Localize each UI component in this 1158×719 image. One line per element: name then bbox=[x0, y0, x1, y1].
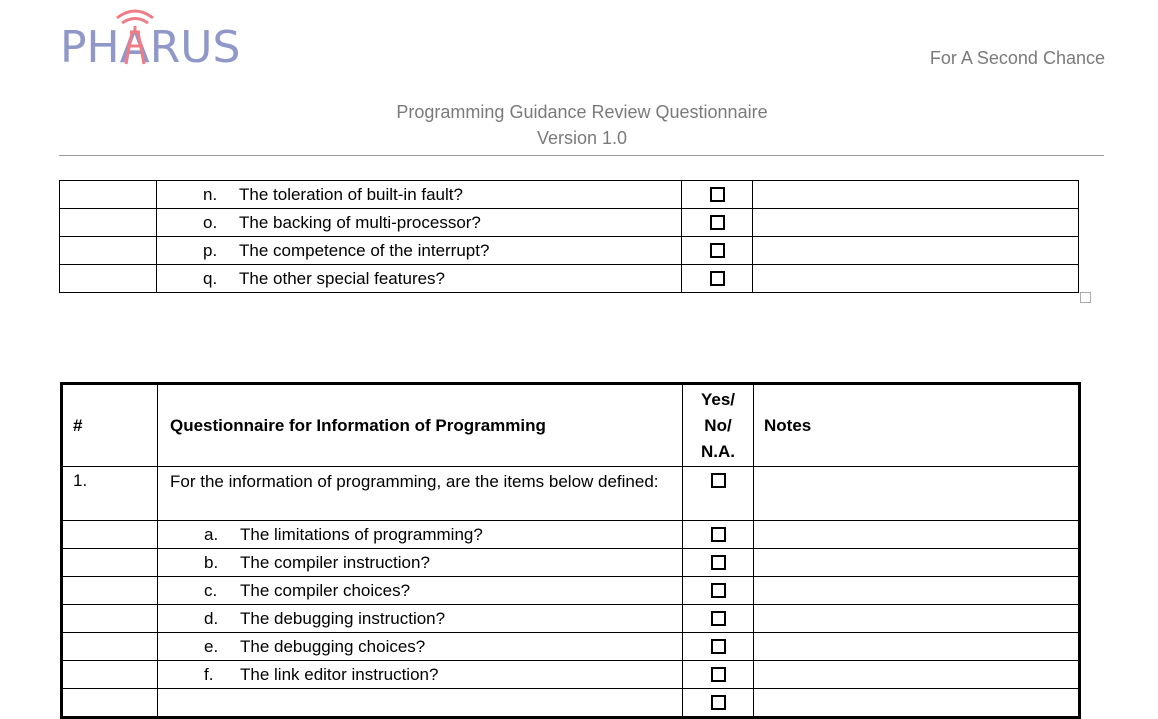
item-letter: n. bbox=[203, 184, 218, 204]
table-row bbox=[60, 237, 1079, 265]
checkbox[interactable] bbox=[711, 667, 726, 682]
row-question bbox=[158, 605, 683, 633]
table-row bbox=[62, 549, 1080, 577]
tagline: For A Second Chance bbox=[929, 48, 1105, 68]
checkbox[interactable] bbox=[710, 187, 725, 202]
table-row bbox=[60, 181, 1079, 209]
notes-cell[interactable] bbox=[753, 209, 1079, 237]
item-text: The link editor instruction? bbox=[240, 664, 439, 684]
checkbox-cell bbox=[682, 181, 753, 209]
item-text: The compiler choices? bbox=[240, 580, 411, 600]
checkbox-cell bbox=[683, 661, 754, 689]
notes-cell[interactable] bbox=[753, 237, 1079, 265]
header-divider bbox=[59, 155, 1104, 156]
table-row bbox=[60, 209, 1079, 237]
checkbox[interactable] bbox=[710, 243, 725, 258]
item-letter: p. bbox=[203, 240, 218, 260]
item-text: The backing of multi-processor? bbox=[239, 212, 481, 232]
lighthouse-icon bbox=[60, 6, 250, 72]
checkbox-cell bbox=[682, 209, 753, 237]
notes-cell[interactable] bbox=[754, 633, 1080, 661]
row-question bbox=[158, 521, 683, 549]
checkbox-cell bbox=[683, 467, 754, 521]
row-number bbox=[60, 209, 157, 237]
notes-cell[interactable] bbox=[754, 467, 1080, 521]
row-question: For the information of programming, are the items below defined: bbox=[158, 467, 683, 521]
notes-cell[interactable] bbox=[754, 577, 1080, 605]
row-number bbox=[62, 577, 158, 605]
header-question: Questionnaire for Information of Programming bbox=[158, 384, 683, 467]
checkbox-cell bbox=[683, 577, 754, 605]
programming-questionnaire-table bbox=[60, 382, 1081, 719]
item-letter: c. bbox=[204, 580, 218, 600]
notes-cell[interactable] bbox=[754, 661, 1080, 689]
notes-cell[interactable] bbox=[754, 549, 1080, 577]
table-row bbox=[62, 633, 1080, 661]
item-text: The compiler instruction? bbox=[240, 552, 430, 572]
item-letter: b. bbox=[204, 552, 219, 572]
item-letter: d. bbox=[204, 608, 219, 628]
item-letter: e. bbox=[204, 636, 219, 656]
item-letter: f. bbox=[204, 664, 214, 684]
item-text: The limitations of programming? bbox=[240, 524, 483, 544]
item-text: The toleration of built-in fault? bbox=[239, 184, 463, 204]
row-number bbox=[62, 521, 158, 549]
header-row bbox=[62, 384, 1080, 467]
table-row bbox=[60, 265, 1079, 293]
row-number bbox=[62, 549, 158, 577]
table-row bbox=[62, 467, 1080, 521]
header-no: No/ bbox=[704, 415, 732, 435]
row-question bbox=[158, 661, 683, 689]
pharus-logo bbox=[60, 6, 250, 72]
checkbox-cell bbox=[682, 265, 753, 293]
checkbox-cell bbox=[683, 549, 754, 577]
notes-cell[interactable] bbox=[754, 605, 1080, 633]
row-number bbox=[60, 237, 157, 265]
table-row bbox=[62, 605, 1080, 633]
row-number bbox=[60, 265, 157, 293]
item-letter: q. bbox=[203, 268, 218, 288]
checkbox[interactable] bbox=[710, 271, 725, 286]
checkbox[interactable] bbox=[711, 555, 726, 570]
header-na: N.A. bbox=[701, 441, 735, 461]
document-version: Version 1.0 bbox=[536, 128, 628, 148]
row-question bbox=[158, 633, 683, 661]
notes-cell[interactable] bbox=[753, 181, 1079, 209]
row-question bbox=[157, 209, 682, 237]
table-row bbox=[62, 577, 1080, 605]
questionnaire-table-continued bbox=[59, 180, 1079, 293]
row-number: 1. bbox=[62, 467, 158, 521]
header-number: # bbox=[62, 384, 158, 467]
checkbox-cell bbox=[682, 237, 753, 265]
item-text: The debugging choices? bbox=[240, 636, 426, 656]
header-notes: Notes bbox=[754, 384, 1080, 467]
row-number bbox=[60, 181, 157, 209]
checkbox[interactable] bbox=[711, 473, 726, 488]
checkbox[interactable] bbox=[711, 639, 726, 654]
row-question bbox=[158, 549, 683, 577]
checkbox[interactable] bbox=[710, 215, 725, 230]
row-question bbox=[158, 577, 683, 605]
checkbox-cell bbox=[683, 633, 754, 661]
notes-cell[interactable] bbox=[754, 521, 1080, 549]
item-letter: a. bbox=[204, 524, 219, 544]
logo-text: PHARUS bbox=[60, 22, 241, 73]
checkbox[interactable] bbox=[711, 695, 726, 710]
checkbox[interactable] bbox=[711, 527, 726, 542]
row-number bbox=[62, 633, 158, 661]
header-yes-no-na bbox=[683, 384, 754, 467]
checkbox-cell bbox=[683, 521, 754, 549]
item-text: The debugging instruction? bbox=[240, 608, 446, 628]
checkbox[interactable] bbox=[711, 583, 726, 598]
row-question bbox=[157, 181, 682, 209]
notes-cell[interactable] bbox=[753, 265, 1079, 293]
checkbox-cell bbox=[683, 605, 754, 633]
item-text: The competence of the interrupt? bbox=[239, 240, 490, 260]
document-title: Programming Guidance Review Questionnaire bbox=[396, 102, 768, 122]
row-number bbox=[62, 605, 158, 633]
row-question bbox=[157, 265, 682, 293]
table-resize-handle[interactable] bbox=[1080, 292, 1091, 303]
row-number bbox=[62, 661, 158, 689]
checkbox[interactable] bbox=[711, 611, 726, 626]
header-yes: Yes/ bbox=[700, 389, 736, 409]
item-letter: o. bbox=[203, 212, 218, 232]
item-text: The other special features? bbox=[239, 268, 446, 288]
table-row bbox=[62, 661, 1080, 689]
row-question bbox=[157, 237, 682, 265]
table-row bbox=[62, 521, 1080, 549]
